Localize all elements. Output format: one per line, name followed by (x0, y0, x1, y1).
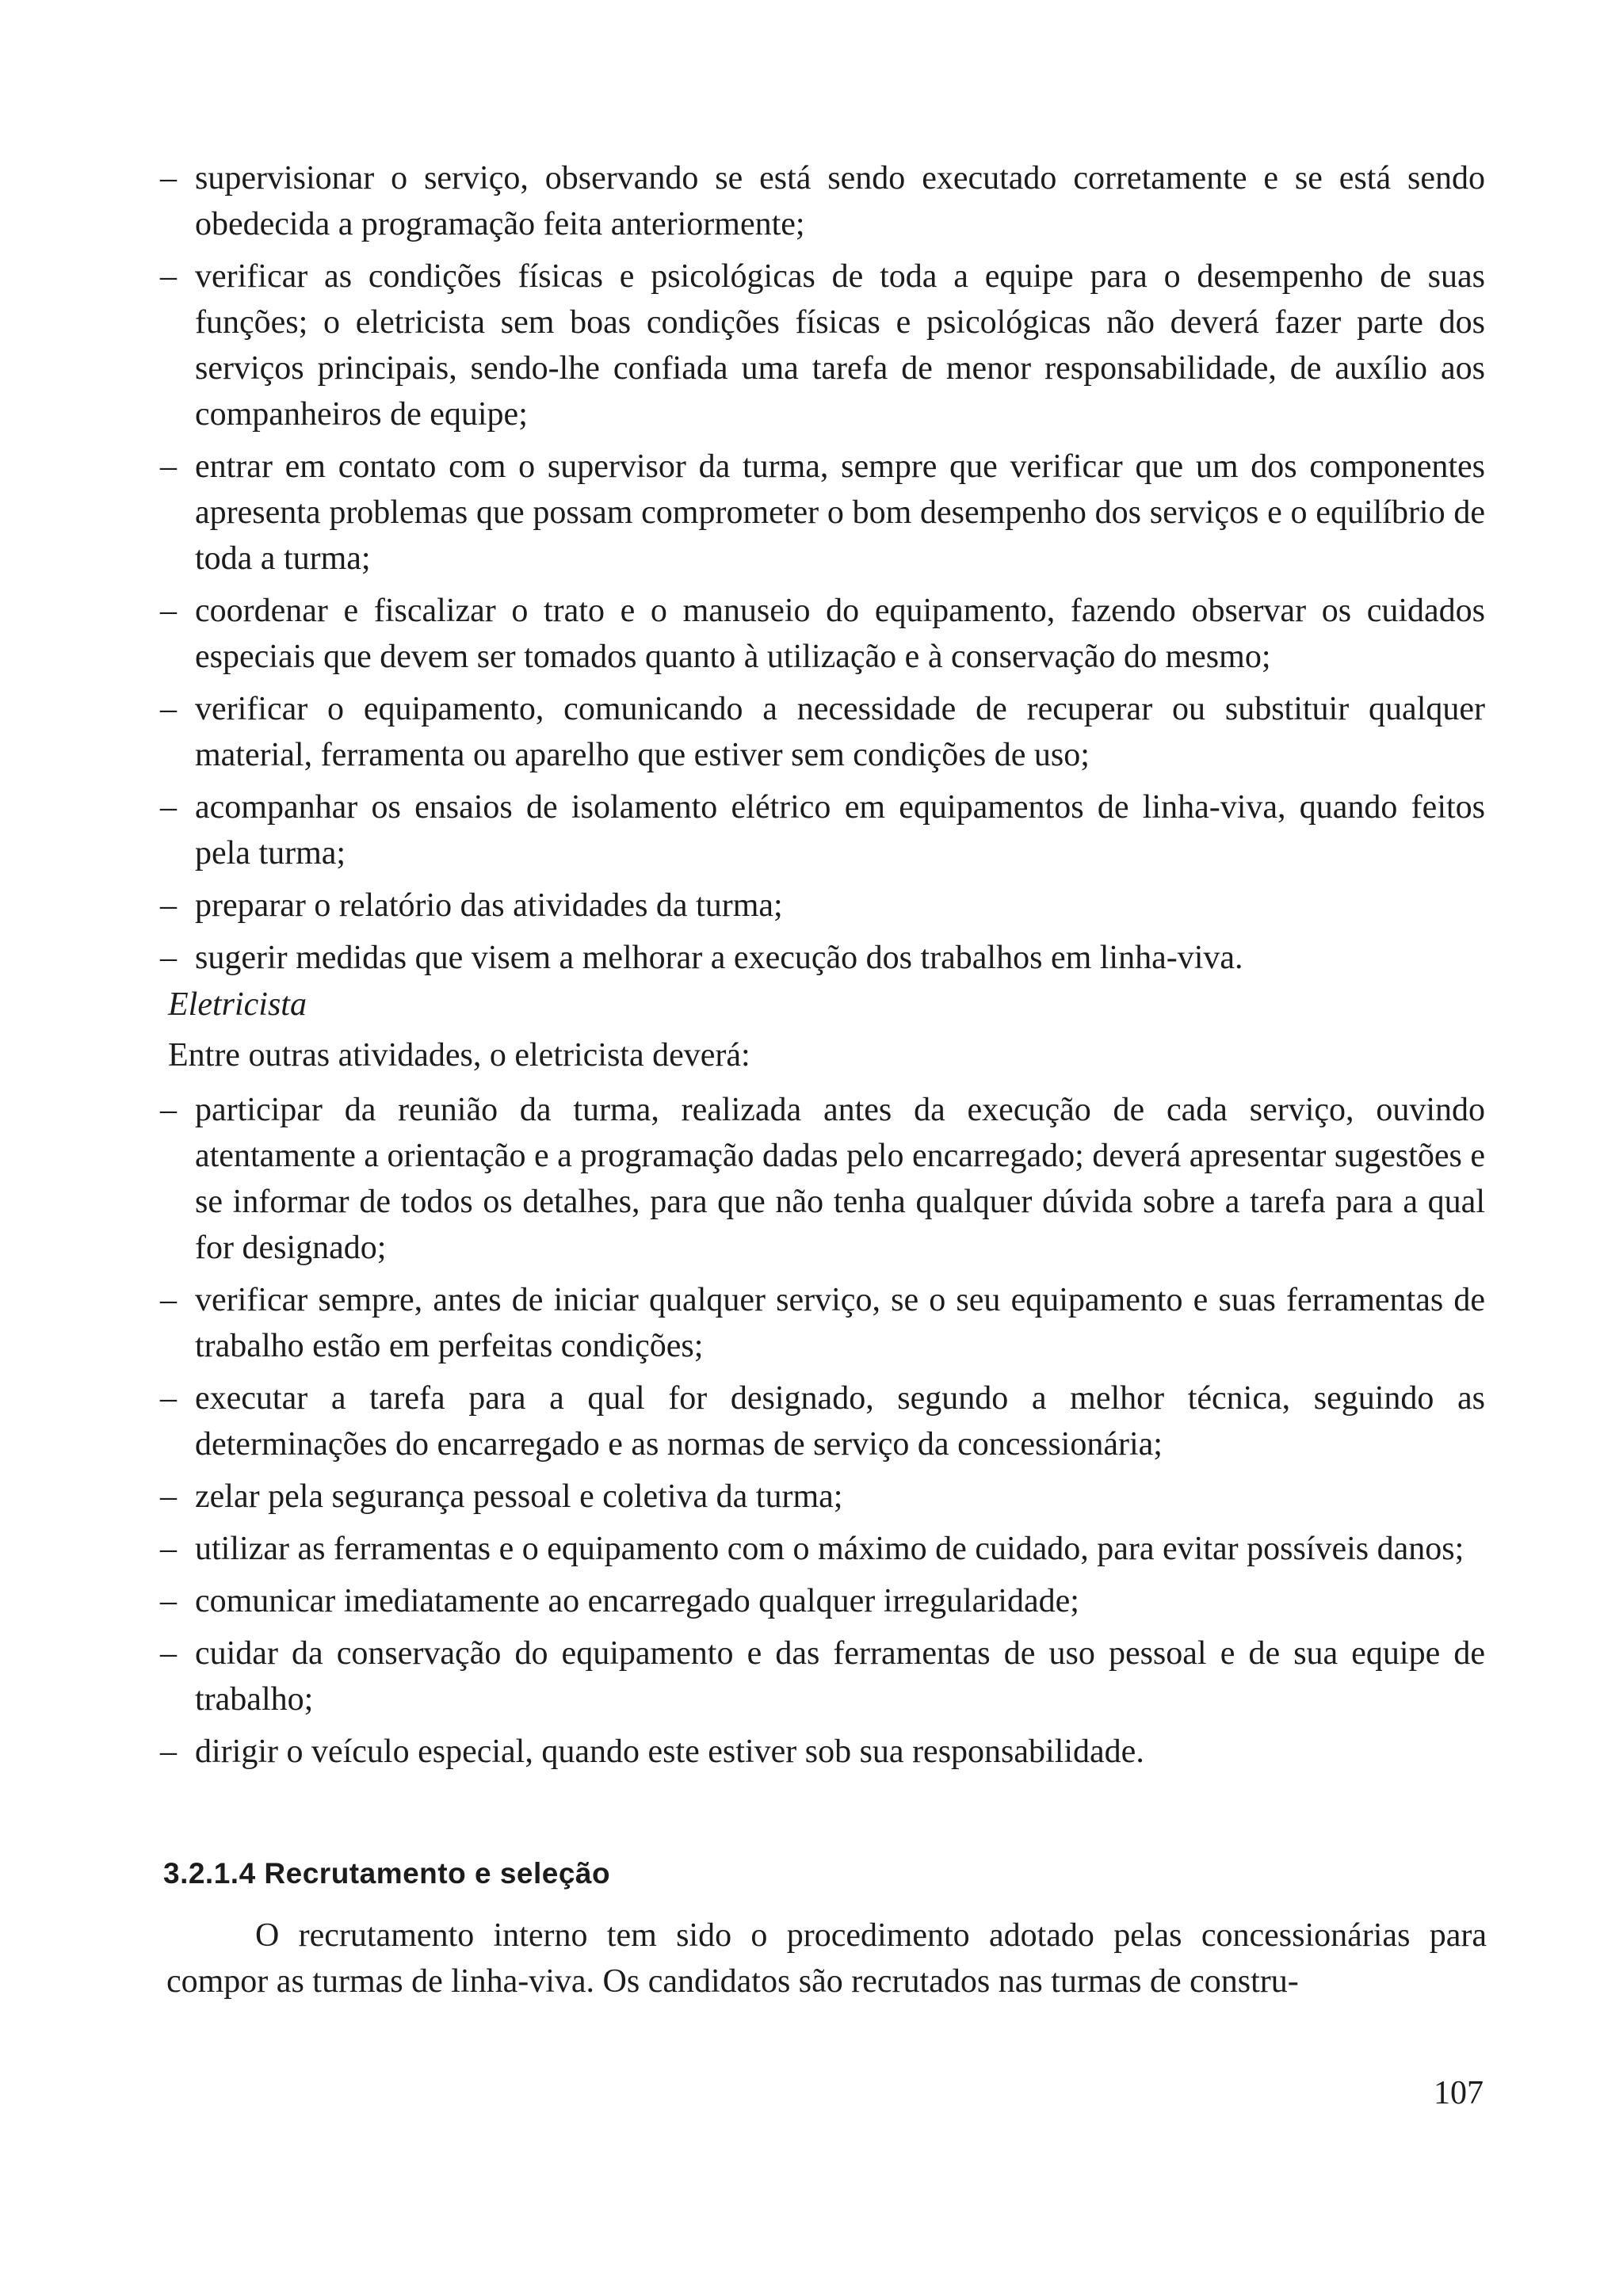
dash-marker: – (160, 1282, 177, 1318)
list-item-text: sugerir medidas que visem a melhorar a execução dos trabalhos em linha-viva. (195, 940, 1243, 976)
list-item (160, 784, 1485, 876)
dash-marker: – (160, 593, 177, 629)
list-item (160, 155, 1485, 247)
list-item-text: executar a tarefa para a qual for designado, segundo a melhor técnica, seguindo as determinações do encarregado e as normas de serviço da concessionária; (195, 1380, 1485, 1463)
dash-marker: – (160, 691, 177, 727)
dash-marker: – (160, 1583, 177, 1619)
list-item (160, 1474, 1485, 1520)
list-item-text: comunicar imediatamente ao encarregado qualquer irregularidade; (195, 1583, 1079, 1619)
list-item-text: cuidar da conservação do equipamento e das ferramentas de uso pessoal e de sua equipe de trabalho; (195, 1635, 1485, 1718)
list-item-text: supervisionar o serviço, observando se está sendo executado corretamente e se está sendo obedecida a programação feita anteriormente; (195, 160, 1485, 242)
list-item (160, 254, 1485, 437)
duties-list (160, 155, 1485, 981)
subsection-heading: 3.2.1.4 Recrutamento e seleção (163, 1857, 611, 1890)
eletricista-intro: Entre outras atividades, o eletricista deverá: (168, 1037, 750, 1074)
list-item (160, 1630, 1485, 1722)
list-item-text: entrar em contato com o supervisor da turma, sempre que verificar que um dos componentes apresenta problemas que possam comprometer o bom desempenho dos serviços e o equilíbrio de toda a turma; (195, 448, 1485, 577)
list-item (160, 1526, 1485, 1572)
list-item (160, 444, 1485, 582)
dash-marker: – (160, 940, 177, 976)
list-item (160, 686, 1485, 778)
dash-marker: – (160, 1380, 177, 1417)
dash-marker: – (160, 258, 177, 295)
duties-list (160, 1087, 1485, 1775)
page-number: 107 (1434, 2075, 1484, 2111)
list-item-text: zelar pela segurança pessoal e coletiva da turma; (195, 1478, 843, 1515)
list-item-text: acompanhar os ensaios de isolamento elétrico em equipamentos de linha-viva, quando feitos pela turma; (195, 789, 1485, 871)
eletricista-duties-list (160, 1087, 1485, 1781)
dash-marker: – (160, 160, 177, 196)
dash-marker: – (160, 1635, 177, 1672)
list-item-text: verificar sempre, antes de iniciar qualquer serviço, se o seu equipamento e suas ferramentas de trabalho estão em perfeitas condições; (195, 1282, 1485, 1364)
list-item (160, 935, 1485, 981)
body-paragraph: O recrutamento interno tem sido o procedimento adotado pelas concessionárias para compor as turmas de linha-viva. Os candidatos são recrutados nas turmas de constru- (166, 1917, 1487, 2000)
section-title-eletricista: Eletricista (168, 986, 307, 1023)
dash-marker: – (160, 1478, 177, 1515)
list-item (160, 1729, 1485, 1775)
dash-marker: – (160, 887, 177, 924)
list-item-text: coordenar e fiscalizar o trato e o manuseio do equipamento, fazendo observar os cuidados especiais que devem ser tomados quanto à utilização e à conservação do mesmo; (195, 593, 1485, 675)
list-item (160, 1578, 1485, 1624)
list-item-text: participar da reunião da turma, realizada antes da execução de cada serviço, ouvindo atentamente a orientação e a programação dadas pelo encarregado; deverá apresentar sugestões e se informar de todos os detalhes, para que não tenha qualquer dúvida sobre a tarefa para a qual for designado; (195, 1092, 1485, 1266)
list-item (160, 883, 1485, 929)
list-item-text: preparar o relatório das atividades da turma; (195, 887, 783, 924)
list-item (160, 588, 1485, 680)
dash-marker: – (160, 1531, 177, 1567)
list-item-text: utilizar as ferramentas e o equipamento com o máximo de cuidado, para evitar possíveis danos; (195, 1531, 1465, 1567)
list-item-text: dirigir o veículo especial, quando este estiver sob sua responsabilidade. (195, 1733, 1144, 1770)
supervisor-duties-list (160, 155, 1485, 987)
dash-marker: – (160, 1733, 177, 1770)
dash-marker: – (160, 448, 177, 485)
list-item (160, 1087, 1485, 1271)
list-item (160, 1375, 1485, 1467)
list-item-text: verificar o equipamento, comunicando a necessidade de recuperar ou substituir qualquer material, ferramenta ou aparelho que estiver sem condições de uso; (195, 691, 1485, 773)
list-item-text: verificar as condições físicas e psicológicas de toda a equipe para o desempenho de suas funções; o eletricista sem boas condições físicas e psicológicas não deverá fazer parte dos serviços principais, sendo-lhe confiada uma tarefa de menor responsabilidade, de auxílio aos companheiros de equipe; (195, 258, 1485, 433)
list-item (160, 1277, 1485, 1369)
dash-marker: – (160, 789, 177, 826)
dash-marker: – (160, 1092, 177, 1128)
